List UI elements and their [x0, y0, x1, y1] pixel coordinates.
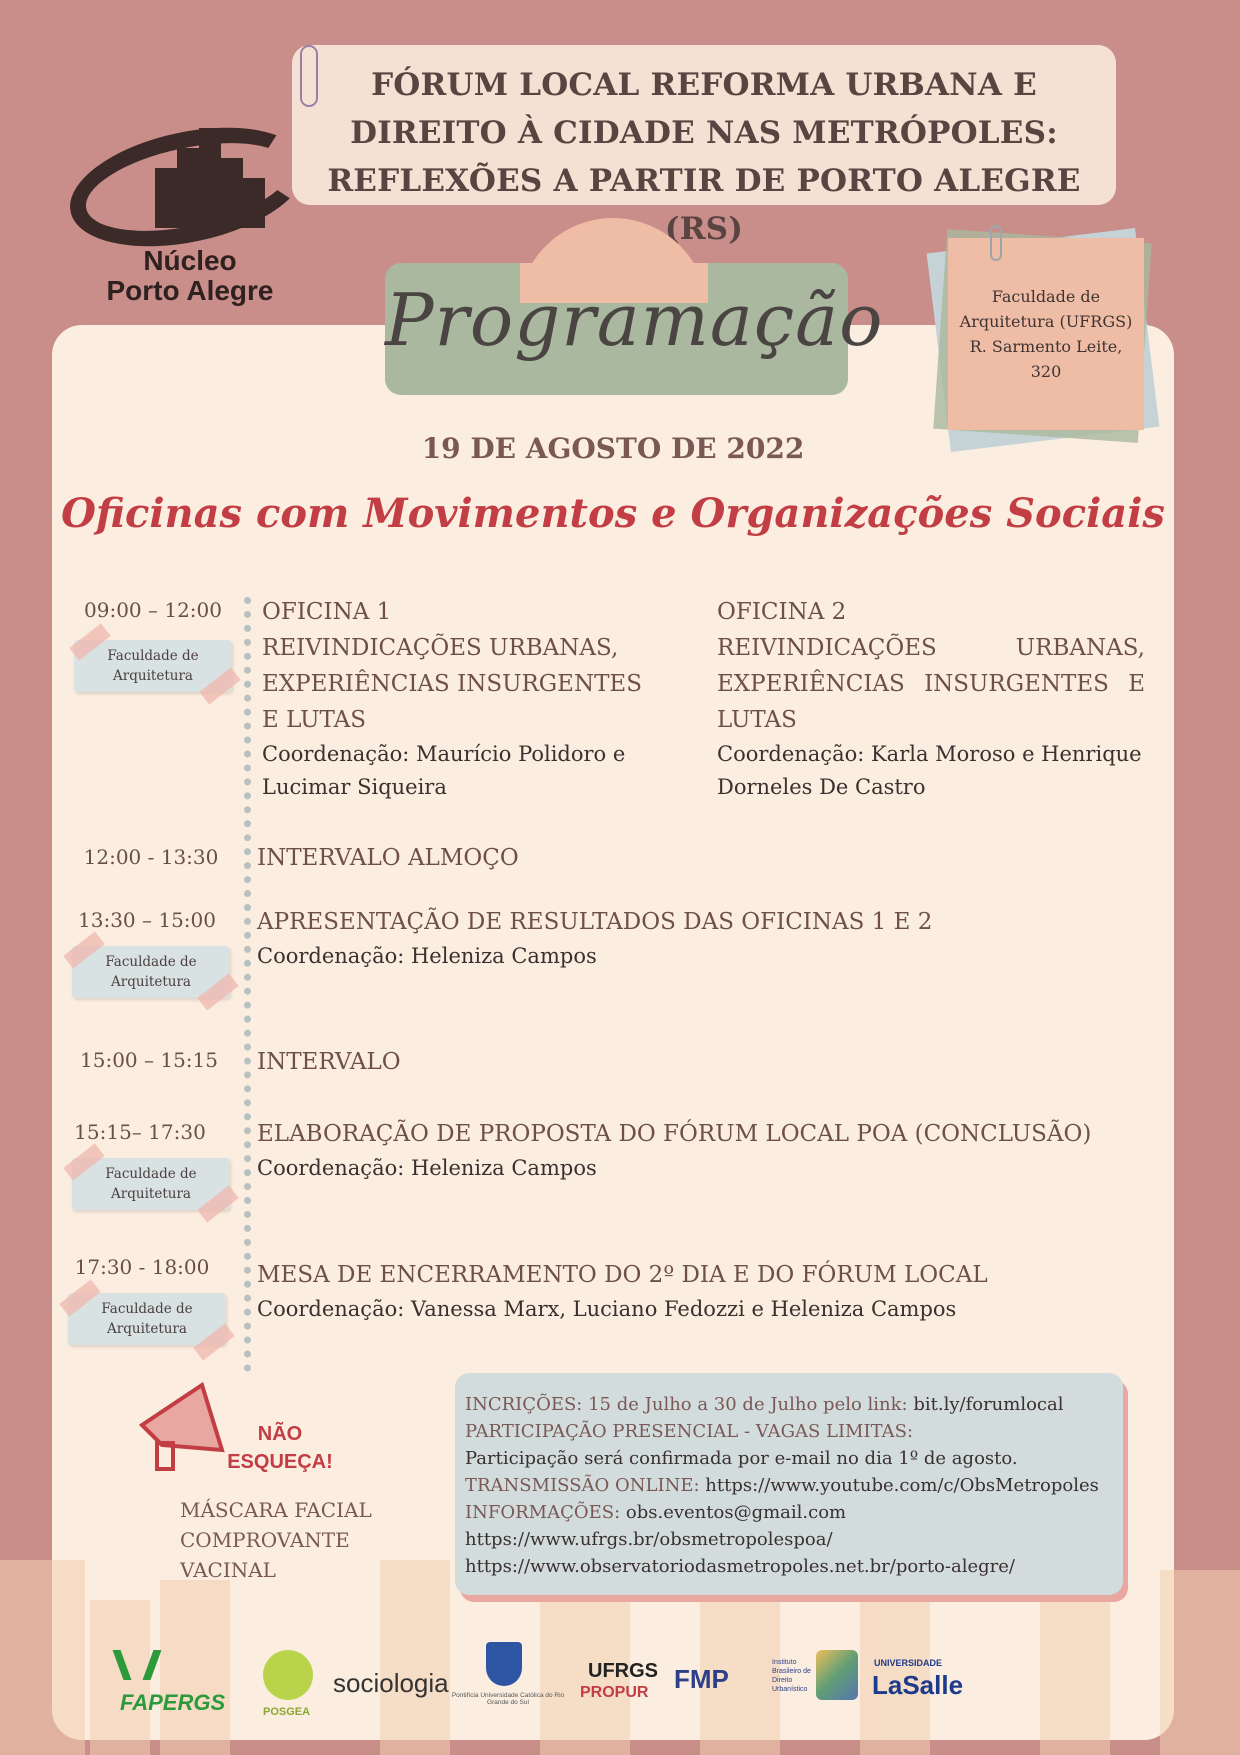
event-subtitle: Oficinas com Movimentos e Organizações Sociais	[61, 490, 1165, 537]
info-transmissao: TRANSMISSÃO ONLINE: https://www.youtube.com/c/ObsMetropoles	[465, 1475, 1099, 1496]
registration-link[interactable]: bit.ly/forumlocal	[913, 1394, 1064, 1415]
ufrgs-logo: UFRGS	[588, 1660, 658, 1682]
event-title: FÓRUM LOCAL REFORMA URBANA E DIREITO À CIDADE NAS METRÓPOLES: REFLEXÕES A PARTIR DE PORTO ALEGRE (RS)	[327, 67, 1081, 247]
location-tag: Faculdade de Arquitetura	[74, 640, 232, 692]
location-tag: Faculdade de Arquitetura	[72, 946, 230, 998]
slot-time: 15:00 – 15:15	[80, 1048, 218, 1072]
location-tag: Faculdade de Arquitetura	[72, 1158, 230, 1210]
ibdu-logo: Instituto Brasileiro de Direito Urbanístico	[772, 1659, 811, 1693]
info-confirmacao: Participação será confirmada por e-mail no dia 1º de agosto.	[465, 1448, 1018, 1469]
timeline-dotted-line	[244, 597, 251, 1372]
reminder-heading: NÃO ESQUEÇA!	[227, 1423, 333, 1473]
slot-3-content: APRESENTAÇÃO DE RESULTADOS DAS OFICINAS 1 E 2 Coordenação: Heleniza Campos	[257, 909, 933, 968]
info-inscricoes: INCRIÇÕES: 15 de Julho a 30 de Julho pelo link: bit.ly/forumlocal	[465, 1394, 1064, 1415]
slot-title: INTERVALO	[257, 1049, 401, 1075]
address-note: Faculdade de Arquitetura (UFRGS) R. Sarmento Leite, 320	[948, 238, 1144, 430]
propur-logo: PROPUR	[580, 1684, 649, 1701]
lasalle-top: UNIVERSIDADE	[874, 1658, 943, 1668]
nucleo-logo	[60, 110, 320, 310]
slot-time: 17:30 - 18:00	[74, 1255, 210, 1279]
slot-time: 13:30 – 15:00	[78, 908, 216, 932]
event-title-box	[292, 45, 1116, 247]
posgea-logo-icon	[263, 1650, 313, 1700]
ufrgs-link[interactable]: https://www.ufrgs.br/obsmetropolespoa/	[465, 1529, 833, 1550]
fapergs-logo: FAPERGS	[120, 1690, 226, 1715]
slot-title: INTERVALO ALMOÇO	[257, 845, 519, 871]
sociologia-logo: sociologia	[333, 1668, 449, 1698]
youtube-link[interactable]: https://www.youtube.com/c/ObsMetropoles	[705, 1475, 1099, 1496]
reminder-list: MÁSCARA FACIAL COMPROVANTE VACINAL	[180, 1498, 372, 1582]
fapergs-leaf-icon	[143, 1650, 184, 1680]
location-tag: Faculdade de Arquitetura	[68, 1293, 226, 1345]
ibdu-mosaic-icon	[816, 1650, 858, 1700]
email-link[interactable]: obs.eventos@gmail.com	[625, 1502, 847, 1523]
posgea-logo: POSGEA	[263, 1706, 311, 1718]
lasalle-logo: LaSalle	[872, 1670, 964, 1700]
fmp-logo: FMP	[674, 1664, 729, 1694]
pucrs-logo: Pontifícia Universidade Católica do Rio Grande do Sul	[451, 1692, 565, 1706]
slot-6-content: MESA DE ENCERRAMENTO DO 2º DIA E DO FÓRUM LOCAL Coordenação: Vanessa Marx, Luciano Fedozzi e Heleniza Campos	[257, 1262, 988, 1321]
slot-time: 09:00 – 12:00	[84, 598, 222, 622]
sponsor-logos	[108, 1640, 1108, 1730]
logo-text: Núcleo Porto Alegre	[106, 245, 274, 306]
slot-time: 15:15– 17:30	[74, 1120, 206, 1144]
paperclip-icon	[300, 45, 318, 107]
observatorio-link[interactable]: https://www.observatoriodasmetropoles.net.br/porto-alegre/	[465, 1556, 1015, 1577]
oficina-2: OFICINA 2 REIVINDICAÇÕES URBANAS, EXPERIÊNCIAS INSURGENTES E LUTAS Coordenação: Karla Moroso e Henrique Dorneles De Castro	[717, 599, 1145, 799]
info-presencial: PARTICIPAÇÃO PRESENCIAL - VAGAS LIMITAS:	[465, 1421, 914, 1442]
paperclip-icon	[990, 225, 1002, 261]
info-box	[455, 1373, 1123, 1595]
slot-5-content: ELABORAÇÃO DE PROPOSTA DO FÓRUM LOCAL POA (CONCLUSÃO) Coordenação: Heleniza Campos	[257, 1121, 1092, 1180]
info-contato: INFORMAÇÕES: obs.eventos@gmail.com	[465, 1502, 847, 1523]
oficina-1: OFICINA 1 REIVINDICAÇÕES URBANAS, EXPERIÊNCIAS INSURGENTES E LUTAS Coordenação: Maurício Polidoro e Lucimar Siqueira	[262, 599, 642, 799]
slot-time: 12:00 - 13:30	[83, 845, 219, 869]
programacao-title: Programação	[385, 278, 884, 362]
event-date: 19 DE AGOSTO DE 2022	[421, 432, 805, 465]
pucrs-crest-icon	[486, 1642, 522, 1686]
